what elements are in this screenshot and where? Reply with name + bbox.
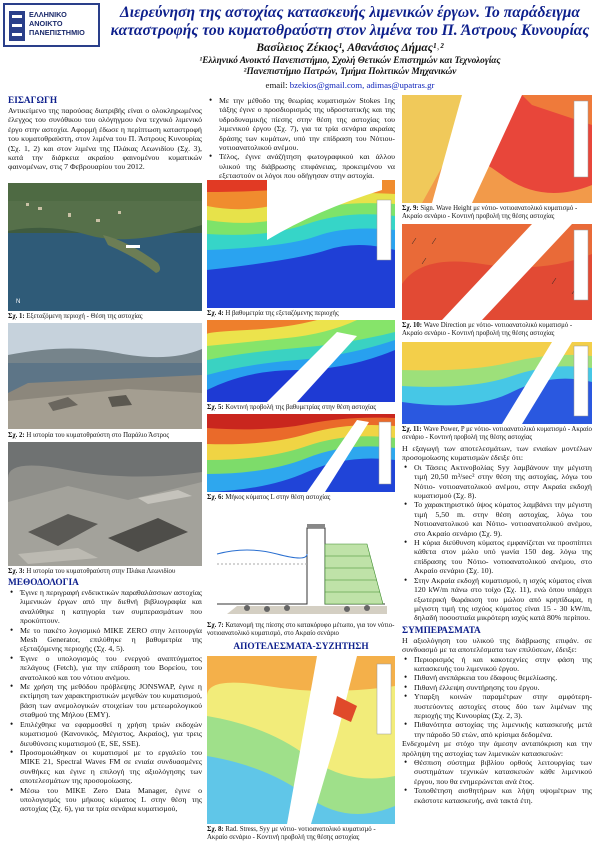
- affiliation-1: ¹Ελληνικό Ανοικτό Πανεπιστήμιο, Σχολή Θετικών Επιστημών και Τεχνολογίας: [199, 56, 501, 66]
- results-section: [402, 444, 592, 805]
- fig5-bathymetry-closeup: [207, 320, 395, 402]
- university-logo: [3, 3, 100, 47]
- results-list: [402, 463, 592, 623]
- intro-text: Αντικείμενο της παρούσας διατριβής είναι ο ολοκληρωμένος έλεγχος του συνόθικου του ολόγηγμου ένα τεχνικό λιμενικό έργο στην αστοχία. Αφορμή έδωσε η περίπτωση καταστροφή του κυματοθραύστη, στον λιμένα του Π. Άστρους Κυνουρίας (Σχ. 1, 2) και στον λιμένα της Πλάκας Λεωνιδίου (Σχ. 3), κατά την διάρκεια ακραίου φαινομένου κυματικών φαινομένων, στις 7 Φεβρουαρίου του 2012.: [8, 106, 202, 172]
- fig7-caption: Σχ. 7: Κατανομή της πίεσης στο κατακόρυφο μέτωπο, για τον νότιο- νοτιοανατολικό κυματισμό, στο Ακραίο σενάριο: [207, 622, 395, 637]
- fig6-wavelength-image: [207, 414, 395, 492]
- fig1-map-image: [8, 183, 202, 311]
- fig2-photo: [8, 323, 202, 429]
- fig8-caption: Σχ. 8: Rad. Stress, Syy με νότιο- νοτιοανατολικό κυματισμό - Ακραίο σενάριο - Κοντινή προβολή της θέσης αστοχίας: [207, 826, 376, 841]
- list-item: • Πιθανότητα αστοχίας της λιμενικής κατασκευής μετά την πάροδο 50 ετών, από κρίσιμα δεδομένα.: [402, 720, 592, 739]
- conclusions-text-2: Ενδεχομένη με στόχο την άμεσην ανταπόκριση και την πρόληψη της αστοχίας των λιμενικών κατασκευών:: [402, 739, 592, 758]
- list-item: • Προσομοιώθηκαν οι κυματισμοί με το εργαλείο του MIKE 21, Spectral Waves FM σε ενιαία συνδυασμένες συνθήκες και έγινε η επιλογή της αξιολόγησης των αποτελεσμάτων της προσομοίωσης.: [8, 748, 202, 786]
- list-item: • Με χρήση της μεθόδου πρόβλεψης JONSWAP, έγινε η εκτίμηση των χαρακτηριστικών μεγεθών του κυματισμού, βάση των ανεμολογικών στοιχείων του μετεωρολογικού σταθμού της Μήλου (ΕΜΥ).: [8, 682, 202, 720]
- list-item: • Έγινε η περιγραφή ενδεικτικών παραθαλάσσιων αστοχίας λιμενικών έργων από την διεθνή βιβλιογραφία και αναλύθηκε η κατηγορία των συμπερασμάτων που προκύπτουν.: [8, 588, 202, 626]
- list-item: • Πιθανή ανεπάρκεια του έδαφους θεμελίωσης.: [402, 673, 592, 682]
- fig11-wave-power-image: [402, 342, 592, 424]
- list-item: • Η κύρια διεύθυνση κύματος εμφανίζεται να προσπίπτει κάθετα στον μώλο υπό γωνία 150 deg. λόγω της επίδρασης του Νότιο- νοτιοανατολικού ανέμου, στο Ακραίο σενάριο (Σχ. 10).: [402, 538, 592, 576]
- fig2-caption: Σχ. 2: Η ιστορία του κυματοθραύστη στο Παράλιο Άστρος: [8, 432, 170, 439]
- fig3-photo: [8, 442, 202, 566]
- svg-text:N: N: [16, 299, 21, 305]
- list-item: • Οι Τάσεις Ακτινοβολίας Syy λαμβάνουν την μέγιστη τιμή 20,50 m³/sec² στην θέση της αστοχίας, λόγω του Νότιο- νοτιοανατολικού ανέμου, στην Ακραία εκδοχή κυματισμού (Σχ. 8).: [402, 463, 592, 501]
- list-item: • Πιθανή έλλειψη συντήρησης του έργου.: [402, 683, 592, 692]
- affiliations: [105, 56, 595, 77]
- method-list-cont: [207, 96, 395, 181]
- list-item: • Τοποθέτηση αισθητήρων και λήψη υψομέτρων της εκάστοτε κατασκευής, ανά τακτά έτη.: [402, 786, 592, 805]
- fig11-caption: Σχ. 11: Wave Power, P με νότιο- νοτιοανατολικό κυματισμό - Ακραίο σενάριο - Κοντινή προβολή της θέσης αστοχίας: [402, 426, 592, 441]
- list-item: • Μέσω του MIKE Zero Data Manager, έγινε ο υπολογισμός του μήκους κύματος L στην θέση της αστοχίας (Σχ. 6), για τα τρία σενάρια κυματισμού,: [8, 786, 202, 814]
- fig10-wave-direction-image: [402, 224, 592, 320]
- conclusions-list: [402, 655, 592, 740]
- method-heading: ΜΕΘΟΔΟΛΟΓΙΑ: [8, 578, 79, 588]
- logo-text: ΕΛΛΗΝΙΚΟ ΑΝΟΙΚΤΟ ΠΑΝΕΠΙΣΤΗΜΙΟ: [29, 10, 85, 37]
- fig7-pressure-diagram: [207, 504, 395, 620]
- list-item: • Στην Ακραία εκδοχή κυματισμού, η ισχύς κύματος είναι 120 kW/m πάνω στο τοίχο (Σχ. 11), ενώ όπου υπάρχει εξωτερική θωράκιση του μώλου από κρηπίδωμα, η μέγιστη τιμή της ισχύος κύματος είναι 15 - 30 kW/m, δηλαδή ποσοστιαία μικρότερη ισχύς κατά 80% περίπου.: [402, 576, 592, 623]
- results-intro: Η εξαγωγή των αποτελεσμάτων, των ενιαίων μοντέλων προσομοίωσης κυματισμών έδειξε ότι:: [402, 444, 592, 463]
- fig5-caption: Σχ. 5: Κοντινή προβολή της βαθυμετρίας στην θέση αστοχίας: [207, 404, 377, 411]
- fig4-caption: Σχ. 4: Η βαθυμετρία της εξεταζόμενης περιοχής: [207, 310, 339, 317]
- list-item: • Έγινε ο υπολογισμός του ενεργού αναπτύγματος πελάγους (Fetch), για την επίδραση του Βορείου, του ανατολικού και του νότιου ανέμου.: [8, 654, 202, 682]
- authors: Βασίλειος Ζέκιος¹, Αθανάσιος Δήμας¹˒²: [256, 42, 444, 54]
- list-item: • Το χαρακτηριστικό ύψος κύματος λαμβάνει την μέγιστη τιμή 5,50 m. στην θέση αστοχίας, λόγω του Νοτιοανατολικού και Νότιο- νοτιοανατολικού ανέμου, στο Ακραίο σενάριο (Σχ. 9).: [402, 500, 592, 538]
- method-list: [8, 588, 202, 814]
- method-section: [8, 578, 202, 814]
- fig10-caption: Σχ. 10: Wave Direction με νότιο- νοτιοανατολικό κυματισμό - Ακραίο σενάριο - Κοντινή προβολή της θέσης αστοχίας: [402, 322, 573, 337]
- list-item: • Υπαρξη κοινών παραμέτρων στην αμφότερη- πυστεύοντες αστοχίες στους δύο των λιμένων της περιοχής της Κυνουρίας (Σχ. 2, 3).: [402, 692, 592, 720]
- list-item: • Επιλέχθηκε να εφαρμοσθεί η χρήση τριών εκδοχών κυματισμού (Κανονικός, Μέγιστος, Ακραίος), για τρεις διευθύνσεις κυματισμού (E, SE, SSE).: [8, 720, 202, 748]
- fig4-bathymetry-image: [207, 180, 395, 308]
- conclusions-intro: Η αξιολόγηση του υλικού της διάβρωσης επιφάν. σε συνδυασμό με τα αποτελέσματα των επιλύσεων, έδειξε:: [402, 635, 592, 655]
- results-heading: ΑΠΟΤΕΛΕΣΜΑΤΑ-ΣΥΖΗΤΗΣΗ: [233, 642, 369, 652]
- column-2: [207, 96, 395, 181]
- fig6-caption: Σχ. 6: Μήκος κύματος L στην θέση αστοχίας: [207, 494, 331, 501]
- fig8-rad-stress-image: [207, 656, 395, 824]
- fig3-caption: Σχ. 3: Η ιστορία του κυματοθραύστη στην Πλάκα Λεωνιδίου: [8, 568, 176, 575]
- fig1-caption: Σχ. 1: Εξεταζόμενη περιοχή - Θέση της αστοχίας: [8, 313, 143, 320]
- fig9-caption: Σχ. 9: Sign. Wave Height με νότιο- νοτιοανατολικό κυματισμό - Ακραίο σενάριο - Κοντινή προβολή της θέσης αστοχίας: [402, 205, 578, 220]
- recommendations-list: [402, 758, 592, 805]
- intro-heading: ΕΙΣΑΓΩΓΗ: [8, 96, 58, 106]
- conclusions-heading: ΣΥΜΠΕΡΑΣΜΑΤΑ: [402, 625, 481, 636]
- poster-title: Διερεύνηση της αστοχίας κατασκευής λιμενικών έργων. Το παράδειγμα καταστροφής του κυματοθραύστη στον λιμένα του Π. Άστρους Κυνουρίας: [110, 4, 590, 39]
- email-line: email: bzekios@gmail.com, adimas@upatras.gr: [265, 80, 435, 90]
- list-item: • Με το πακέτο λογισμικό MIKE ZERO στην λειτουργία Mesh Generator, επιλύθηκε η βαθυμετρία της εξεταζόμενης περιοχής (Σχ. 4, 5).: [8, 626, 202, 654]
- affiliation-2: ²Πανεπιστήμιο Πατρών, Τμήμα Πολιτικών Μηχανικών: [243, 66, 457, 77]
- logo-mark-icon: [8, 9, 26, 43]
- list-item: • Θέσπιση σύστημα βιβλίου ορθούς λειτουργίας των συστημάτων τεχνικών κατασκευών κάθε λιμενικού έργου, που θα ενημερώνεται ανά έτος.: [402, 758, 592, 786]
- list-item: • Τέλος, έγινε ανάζήτηση φωτογραφικού και άλλου υλικού της διάβρωσης επιφάνειας, προκειμένου να εξεταστούν οι λόγοι που οδήγησαν στην αστοχία.: [207, 152, 395, 180]
- fig9-wave-height-image: [402, 95, 592, 203]
- list-item: • Περιορισμός ή και κακοτεχνίες στην φάση της κατασκευής του λιμενικού έργου.: [402, 655, 592, 674]
- list-item: • Με την μέθοδο της θεωρίας κυματισμών Stokes 1ης τάξης έγινε ο προσδιορισμός της υδροστατικής και της υδροδυναμικής πίεσης στην θέση της αστοχίας του λιμενικού έργου (Σχ. 7), για τα τρία σενάρια ακραίας δράσης των κυμάτων, υπό την επίδραση του Νότιου- νοτιοανατολικού ανέμου.: [207, 96, 395, 152]
- column-1: [8, 96, 202, 172]
- email-link[interactable]: bzekios@gmail.com, adimas@upatras.gr: [289, 80, 435, 90]
